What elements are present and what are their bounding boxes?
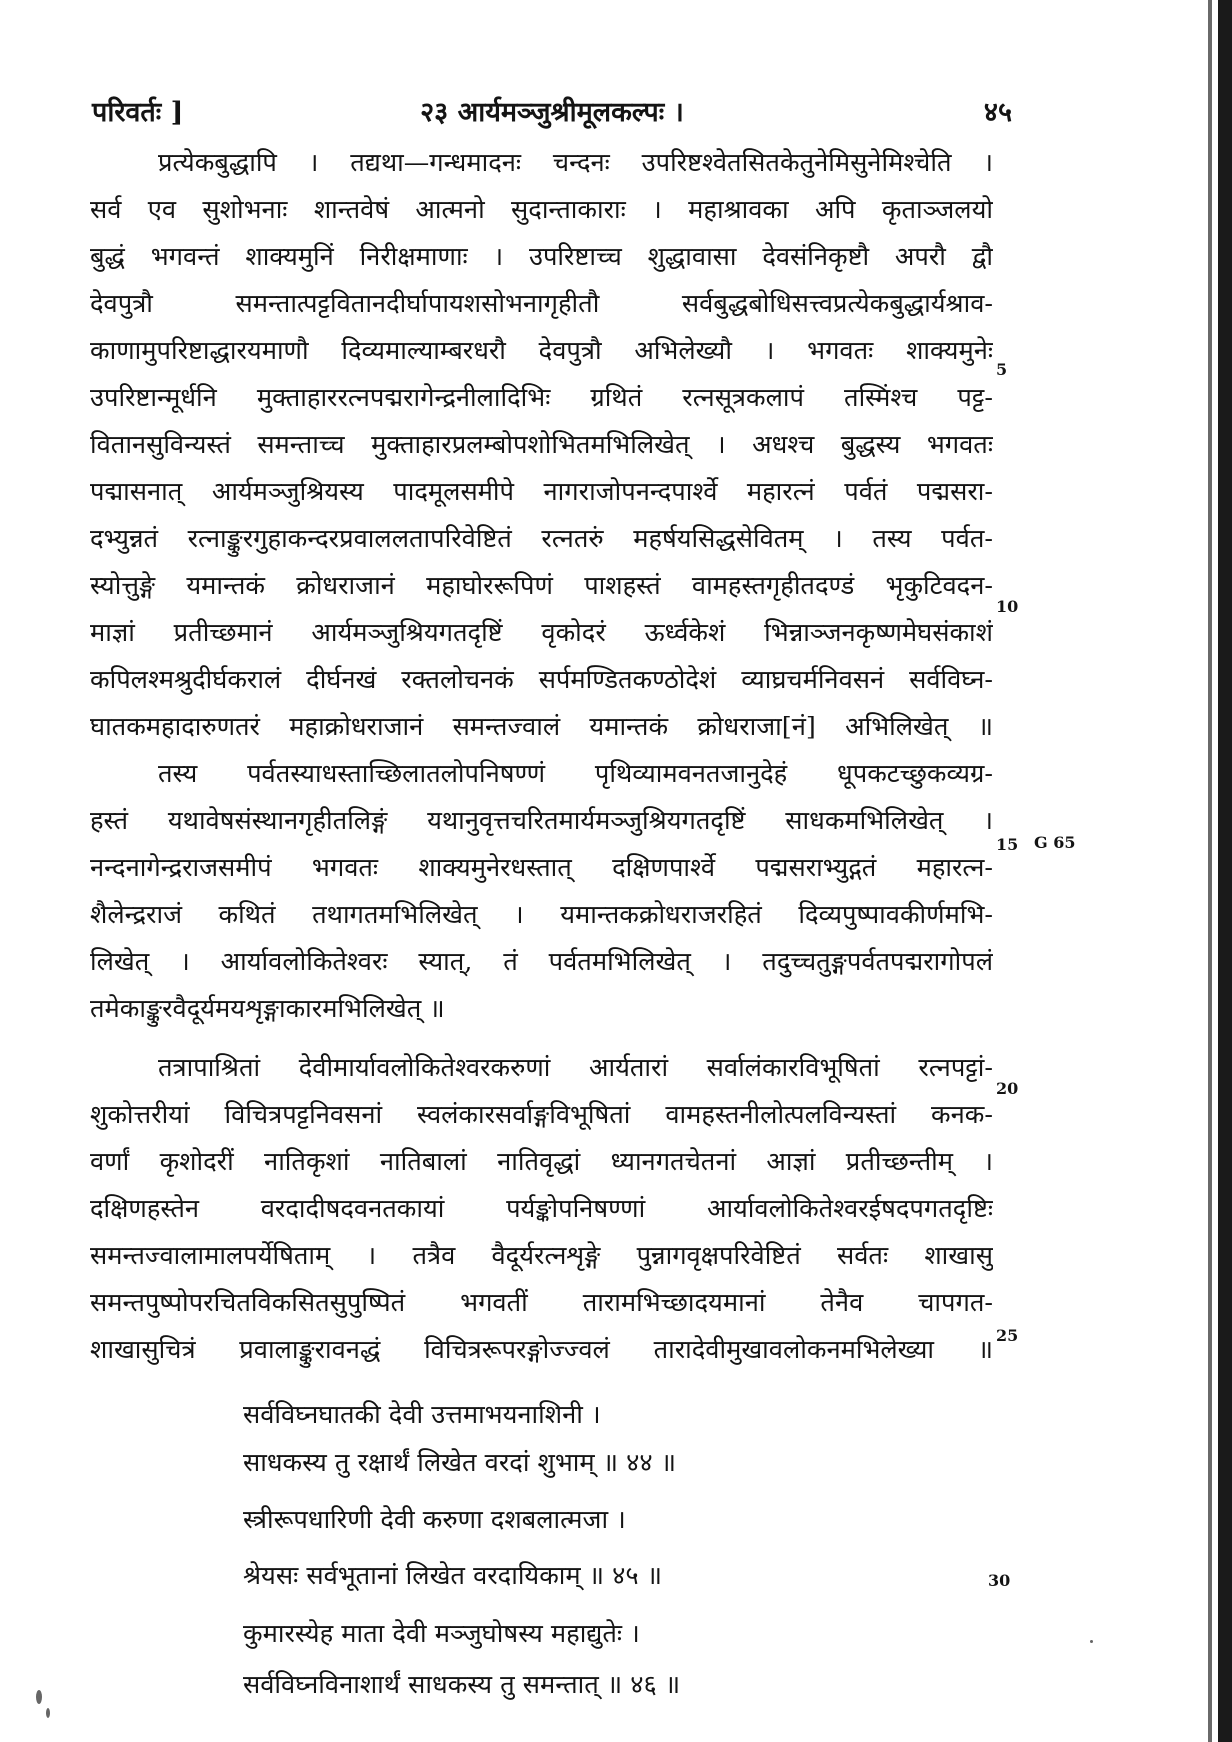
text-line: नन्दनागेन्द्रराजसमीपं भगवतः शाक्यमुनेरधस्तात् दक्षिणपार्श्वे पद्मसराभ्युद्गतं महारत्न-: [90, 853, 993, 883]
text-line: वर्णां कृशोदरीं नातिकृशां नातिबालां नातिवृद्धां ध्यानगतचेतनां आज्ञां प्रतीच्छन्तीम् ।: [90, 1147, 993, 1177]
text-line: प्रत्येकबुद्धापि । तद्यथा—गन्धमादनः चन्दनः उपरिष्टश्वेतसितकेतुनेमिसुनेमिश्चेति ।: [158, 148, 993, 178]
line-number: 10: [996, 597, 1019, 616]
verse-line: कुमारस्येह माता देवी मञ्जुघोषस्य महाद्युतेः ।: [243, 1619, 640, 1649]
text-line: समन्तपुष्पोपरचितविकसितसुपुष्पितं भगवतीं तारामभिच्छादयमानां तेनैव चापगत-: [90, 1288, 993, 1318]
page-title: २३ आर्यमञ्जुश्रीमूलकल्पः ।: [420, 97, 684, 128]
verse-line: साधकस्य तु रक्षार्थं लिखेत वरदां शुभाम् ॥ ४४ ॥: [243, 1448, 677, 1478]
text-line: शाखासुचित्रं प्रवालाङ्कुरावनद्धं विचित्ररूपरङ्गोज्ज्वलं तारादेवीमुखावलोकनमभिलेख्या ॥: [90, 1335, 993, 1365]
text-line: लिखेत् । आर्यावलोकितेश्वरः स्यात्, तं पर्वतमभिलिखेत् । तदुच्चतुङ्गपर्वतपद्मरागोपलं: [90, 947, 993, 977]
verse-line: स्त्रीरूपधारिणी देवी करुणा दशबलात्मजा ।: [243, 1505, 626, 1535]
page-number: ४५: [983, 97, 1012, 128]
text-line: सर्व एव सुशोभनाः शान्तवेषं आत्मनो सुदान्ताकाराः । महाश्रावका अपि कृताञ्जलयो: [90, 195, 993, 225]
text-line: शुकोत्तरीयां विचित्रपट्टनिवसनां स्वलंकारसर्वाङ्गविभूषितां वामहस्तनीलोत्पलविन्यस्तां कनक-: [90, 1100, 993, 1130]
verse-line: श्रेयसः सर्वभूतानां लिखेत वरदायिकाम् ॥ ४५ ॥: [243, 1561, 663, 1591]
line-number: 20: [996, 1079, 1019, 1098]
text-line: काणामुपरिष्टाद्धारयमाणौ दिव्यमाल्याम्बरधरौ देवपुत्रौ अभिलेख्यौ । भगवतः शाक्यमुनेः: [90, 336, 993, 366]
text-line: तस्य पर्वतस्याधस्ताच्छिलातलोपनिषण्णं पृथिव्यामवनतजानुदेहं धूपकटच्छुकव्यग्र-: [158, 759, 993, 789]
text-line: दक्षिणहस्तेन वरदादीषदवनतकायां पर्यङ्कोपनिषण्णां आर्यावलोकितेश्वरईषदपगतदृष्टिः: [90, 1194, 993, 1224]
scan-speck: [36, 1690, 42, 1704]
text-line: वितानसुविन्यस्तं समन्ताच्च मुक्ताहारप्रलम्बोपशोभितमभिलिखेत् । अधश्च बुद्धस्य भगवतः: [90, 430, 993, 460]
text-line: समन्तज्वालामालपर्येषिताम् । तत्रैव वैदूर्यरत्नशृङ्गे पुन्नागवृक्षपरिवेष्टितं सर्वतः शाखासु: [90, 1241, 993, 1271]
text-line: तत्रापाश्रितां देवीमार्यावलोकितेश्वरकरुणां आर्यतारां सर्वालंकारविभूषितां रत्नपट्टां-: [158, 1053, 993, 1083]
line-number: 5: [996, 360, 1008, 379]
text-line: कपिलश्मश्रुदीर्घकरालं दीर्घनखं रक्तलोचनकं सर्पमण्डितकण्ठोदेशं व्याघ्रचर्मनिवसनं सर्वविघ्न-: [90, 665, 993, 695]
verse-line: सर्वविघ्नविनाशार्थं साधकस्य तु समन्तात् ॥ ४६ ॥: [243, 1670, 681, 1700]
running-header: [92, 92, 1012, 132]
text-line: देवपुत्रौ समन्तात्पट्टवितानदीर्घापायशसोभनागृहीतौ सर्वबुद्धबोधिसत्त्वप्रत्येकबुद्धार्यश्राव-: [90, 289, 993, 319]
line-number: 25: [996, 1326, 1019, 1345]
text-line: पद्मासनात् आर्यमञ्जुश्रियस्य पादमूलसमीपे नागराजोपनन्दपार्श्वे महारत्नं पर्वतं पद्मसरा-: [90, 477, 993, 507]
text-line: घातकमहादारुणतरं महाक्रोधराजानं समन्तज्वालं यमान्तकं क्रोधराजा[नं] अभिलिखेत् ॥: [90, 712, 993, 742]
page-edge-shadow: [1218, 0, 1232, 1742]
text-line: स्योत्तुङ्गे यमान्तकं क्रोधराजानं महाघोररूपिणं पाशहस्तं वामहस्तगृहीतदण्डं भृकुटिवदन-: [90, 571, 993, 601]
text-line: माज्ञां प्रतीच्छमानं आर्यमञ्जुश्रियगतदृष्टिं वृकोदरं ऊर्ध्वकेशं भिन्नाञ्जनकृष्णमेघसंकाशं: [90, 618, 993, 648]
scan-speck: [1090, 1640, 1093, 1643]
text-line: उपरिष्टान्मूर्धनि मुक्ताहाररत्नपद्मरागेन्द्रनीलादिभिः ग्रथितं रत्नसूत्रकलापं तस्मिंश्च पट्ट-: [90, 383, 993, 413]
verse-line: सर्वविघ्नघातकी देवी उत्तमाभयनाशिनी ।: [243, 1400, 601, 1430]
chapter-label: परिवर्तः ]: [92, 97, 184, 128]
text-line: दभ्युन्नतं रत्नाङ्कुरगुहाकन्दरप्रवाललतापरिवेष्टितं रत्नतरुं महर्षयसिद्धसेवितम् । तस्य पर्वत-: [90, 524, 993, 554]
text-line: हस्तं यथावेषसंस्थानगृहीतलिङ्गं यथानुवृत्तचरितमार्यमञ्जुश्रियगतदृष्टिं साधकमभिलिखेत् ।: [90, 806, 993, 836]
margin-reference: G 65: [1034, 833, 1076, 852]
scan-speck: [46, 1708, 50, 1718]
text-line: तमेकाङ्कुरवैदूर्यमयशृङ्गाकारमभिलिखेत् ॥: [90, 994, 445, 1024]
text-line: बुद्धं भगवन्तं शाक्यमुनिं निरीक्षमाणाः । उपरिष्टाच्च शुद्धावासा देवसंनिकृष्टौ अपरौ द्वौ: [90, 242, 993, 272]
line-number: 30: [988, 1571, 1011, 1590]
text-line: शैलेन्द्रराजं कथितं तथागतमभिलिखेत् । यमान्तकक्रोधराजरहितं दिव्यपुष्पावकीर्णमभि-: [90, 900, 993, 930]
line-number: 15: [996, 835, 1019, 854]
